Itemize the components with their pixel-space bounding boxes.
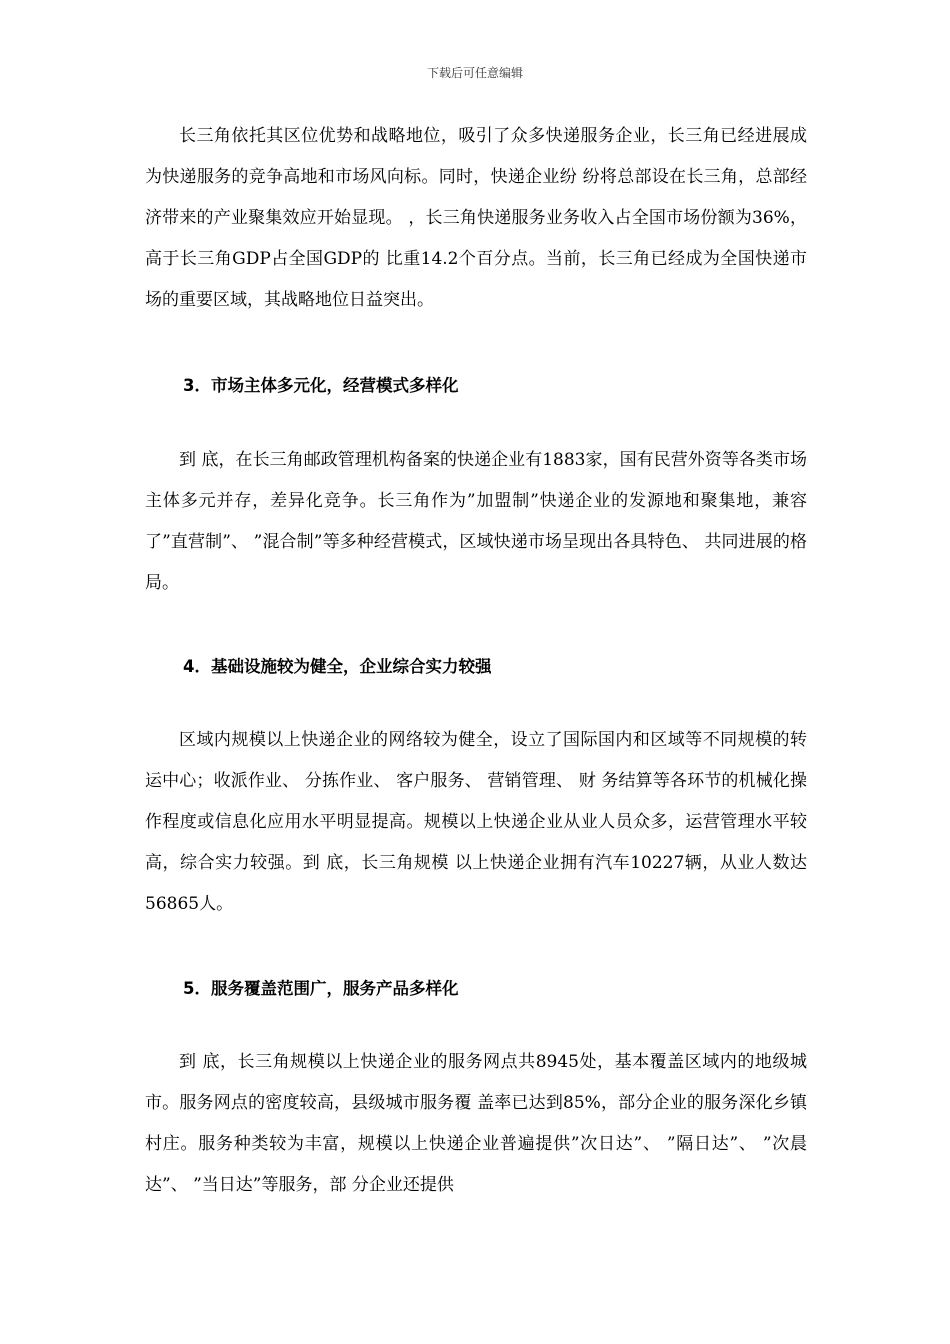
paragraph-intro: 长三角依托其区位优势和战略地位，吸引了众多快递服务企业，长三角已经进展成为快递服务的竞争高地和市场风向标。同时，快递企业纷 纷将总部设在长三角，总部经济带来的产业聚集效应开始显现。 ，长三角快递服务业务收入占全国市场份额为36%，高于长三角GDP占全国GDP的 比重14.2个百分点。当前，长三角已经成为全国快递市场的重要区域，其战略地位日益突出。 [145, 126, 807, 310]
heading-section-5: 5．服务覆盖范围广，服务产品多样化 [183, 979, 459, 998]
paragraph-section-3: 到 底，在长三角邮政管理机构备案的快递企业有1883家，国有民营外资等各类市场主体多元并存，差异化竞争。长三角作为”加盟制”快递企业的发源地和聚集地，兼容了”直营制”、 ”混合制”等多种经营模式，区域快递市场呈现出各具特色、 共同进展的格局。 [145, 450, 807, 593]
paragraph-section-5: 到 底，长三角规模以上快递企业的服务网点共8945处，基本覆盖区域内的地级城市。服务网点的密度较高，县级城市服务覆 盖率已达到85%，部分企业的服务深化乡镇村庄。服务种类较为丰富，规模以上快递企业普遍提供”次日达”、 ”隔日达”、 ”次晨达”、 ”当日达”等服务，部 分企业还提供 [145, 1052, 807, 1195]
page-header: 下载后可任意编辑 [426, 66, 523, 80]
heading-section-3: 3．市场主体多元化，经营模式多样化 [183, 376, 459, 395]
heading-section-4: 4．基础设施较为健全，企业综合实力较强 [183, 657, 492, 676]
paragraph-section-4: 区域内规模以上快递企业的网络较为健全，设立了国际国内和区域等不同规模的转运中心；收派作业、 分拣作业、 客户服务、 营销管理、 财 务结算等各环节的机械化操作程度或信息化应用水平明显提高。规模以上快递企业从业人员众多，运营管理水平较高，综合实力较强。到 底，长三角规模 以上快递企业拥有汽车10227辆，从业人数达56865人。 [145, 730, 807, 914]
